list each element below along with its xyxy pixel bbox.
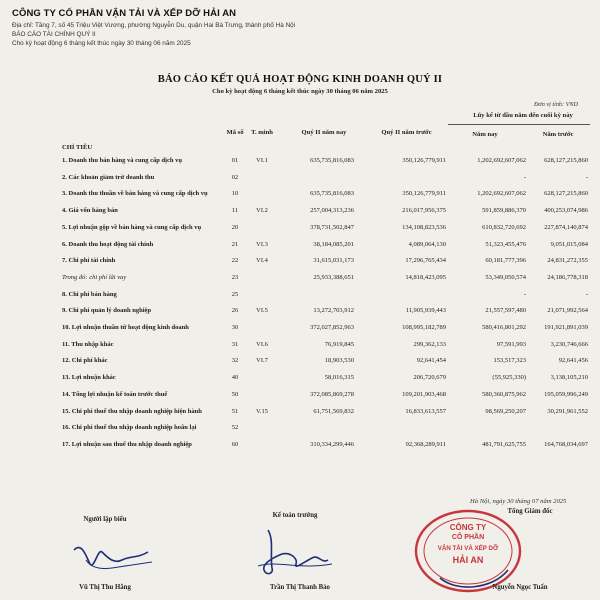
stamp-line-1: CÔNG TY (449, 523, 487, 532)
header-rule (448, 124, 590, 125)
row-q2-prev: 350,126,779,911 (402, 190, 446, 198)
table-row (0, 357, 600, 373)
row-ytd-prev: 92,641,456 (558, 357, 588, 365)
document-type: BÁO CÁO TÀI CHÍNH QUÝ II (12, 31, 96, 38)
stamp-line-3: VẬN TẢI VÀ XẾP DỠ (437, 545, 499, 552)
row-code: 23 (231, 273, 239, 281)
row-label: 5. Lợi nhuận gộp về bán hàng và cung cấp dịch vụ (62, 223, 202, 231)
row-ytd-this: 591,859,886,370 (482, 207, 526, 215)
row-label: 2. Các khoản giảm trừ doanh thu (62, 173, 155, 181)
row-label: 16. Chi phí thuế thu nhập doanh nghiệp hoãn lại (62, 424, 197, 432)
row-q2-this: 378,731,502,847 (310, 223, 354, 231)
preparer-signature (68, 530, 158, 578)
row-ytd-this: 481,791,625,755 (482, 440, 526, 448)
row-ytd-this: 60,181,777,396 (485, 257, 526, 265)
row-q2-this: 31,615,031,173 (313, 257, 354, 265)
row-code: 25 (231, 290, 239, 298)
row-label: 12. Chi phí khác (62, 357, 108, 365)
stamp-line-4: HẢI AN (452, 555, 484, 565)
row-ytd-this: 98,569,250,207 (485, 407, 526, 415)
row-q2-this: 18,903,530 (324, 357, 354, 365)
header-q2-this: Quý II năm nay (301, 129, 347, 136)
row-q2-this: 38,184,085,201 (313, 240, 354, 248)
row-q2-this: 61,751,569,832 (313, 407, 354, 415)
row-ytd-prev: 227,874,140,874 (544, 223, 588, 231)
row-code: 52 (231, 424, 239, 432)
row-note: V.15 (256, 407, 268, 415)
row-ytd-this: - (523, 290, 526, 298)
row-q2-prev: 16,833,613,557 (405, 407, 446, 415)
row-code: 26 (231, 307, 239, 315)
row-note: VI.6 (256, 340, 268, 348)
company-stamp (412, 508, 524, 594)
row-label: 13. Lợi nhuận khác (62, 374, 116, 382)
row-ytd-this: (55,925,330) (492, 374, 526, 382)
header-period: Cho kỳ hoạt động 6 tháng kết thúc ngày 30 tháng 06 năm 2025 (12, 40, 191, 47)
table-row (0, 257, 600, 273)
row-code: 60 (231, 440, 239, 448)
row-ytd-this: 580,416,801,292 (482, 324, 526, 331)
accountant-title: Kế toán trưởng (272, 512, 318, 519)
row-q2-prev: 92,641,454 (416, 357, 446, 365)
row-ytd-prev: - (585, 290, 588, 298)
table-row (0, 307, 600, 323)
header-code: Mã số (226, 129, 244, 136)
row-label: 3. Doanh thu thuần về bán hàng và cung cấp dịch vụ (62, 190, 208, 198)
row-q2-prev: 92,368,289,911 (405, 440, 446, 448)
row-ytd-prev: 24,831,272,355 (547, 257, 588, 265)
table-row (0, 207, 600, 223)
row-ytd-prev: 628,127,215,860 (544, 190, 588, 198)
row-ytd-this: 53,349,050,574 (485, 273, 526, 281)
row-label: 8. Chi phí bán hàng (62, 290, 117, 298)
row-label: 10. Lợi nhuận thuần từ hoạt động kinh doanh (62, 324, 189, 331)
table-row (0, 408, 600, 424)
currency-unit: Đơn vị tính: VND (533, 101, 578, 108)
row-note: VI.1 (256, 157, 268, 164)
header-ytd-this: Năm nay (472, 131, 498, 138)
row-q2-this: 257,004,313,236 (310, 207, 354, 215)
row-note: VI.3 (256, 240, 268, 248)
row-label: 17. Lợi nhuận sau thuế thu nhập doanh nghiệp (62, 440, 192, 448)
row-label: 1. Doanh thu bán hàng và cung cấp dịch vụ (62, 157, 182, 164)
row-ytd-this: - (523, 173, 526, 181)
accountant-name: Trần Thị Thanh Bảo (270, 584, 330, 591)
row-q2-this: 58,016,315 (324, 374, 354, 382)
row-q2-prev: 14,818,423,095 (405, 273, 446, 281)
row-label: 14. Tổng lợi nhuận kế toán trước thuế (62, 390, 168, 398)
report-subtitle: Cho kỳ hoạt động 6 tháng kết thúc ngày 30 tháng 06 năm 2025 (212, 88, 388, 95)
row-ytd-prev: 195,059,996,249 (544, 390, 588, 398)
row-label: 7. Chi phí tài chính (62, 257, 116, 265)
table-row (0, 324, 600, 340)
row-ytd-prev: 400,253,074,986 (544, 207, 588, 215)
row-q2-prev: 17,296,765,434 (405, 257, 446, 265)
row-ytd-prev: 3,230,746,666 (550, 340, 588, 348)
row-label: 11. Thu nhập khác (62, 340, 114, 348)
row-label: 4. Giá vốn hàng bán (62, 207, 118, 215)
row-q2-this: 76,919,845 (324, 340, 354, 348)
row-code: 50 (231, 390, 239, 398)
table-row (0, 441, 600, 457)
row-code: 51 (231, 407, 239, 415)
row-q2-this: 13,272,703,912 (313, 307, 354, 315)
row-code: 30 (231, 324, 239, 331)
row-ytd-this: 21,557,597,480 (485, 307, 526, 315)
row-q2-this: 635,735,816,083 (310, 157, 354, 164)
header-ytd-group: Lũy kế từ đầu năm đến cuối kỳ này (473, 112, 573, 119)
row-code: 22 (231, 257, 239, 265)
row-code: 32 (231, 357, 239, 365)
row-q2-prev: 350,126,779,911 (402, 157, 446, 164)
row-q2-prev: 4,089,064,130 (408, 240, 446, 248)
row-code: 31 (231, 340, 239, 348)
row-q2-this: 310,334,299,446 (310, 440, 354, 448)
row-q2-prev: 108,995,182,789 (402, 324, 446, 331)
table-row (0, 190, 600, 206)
row-q2-this: 25,933,388,651 (313, 273, 354, 281)
row-code: 01 (231, 157, 239, 164)
row-q2-prev: 216,017,956,375 (402, 207, 446, 215)
company-name: CÔNG TY CỔ PHẦN VẬN TẢI VÀ XẾP DỠ HẢI AN (12, 8, 237, 19)
director-name: Nguyễn Ngọc Tuấn (492, 584, 548, 591)
director-title: Tổng Giám đốc (507, 508, 553, 515)
row-label: Trong đó: chi phí lãi vay (62, 273, 127, 281)
table-row (0, 224, 600, 240)
table-row (0, 391, 600, 407)
sign-date: Hà Nội, ngày 30 tháng 07 năm 2025 (470, 498, 567, 505)
row-ytd-prev: 24,186,778,318 (547, 273, 588, 281)
row-note: VI.2 (256, 207, 268, 215)
row-label: 15. Chi phí thuế thu nhập doanh nghiệp hiện hành (62, 407, 202, 415)
table-row (0, 157, 600, 173)
row-ytd-this: 580,360,875,962 (482, 390, 526, 398)
row-ytd-prev: - (585, 173, 588, 181)
row-code: 11 (231, 207, 239, 215)
row-q2-prev: 134,108,823,536 (402, 223, 446, 231)
row-code: 21 (231, 240, 239, 248)
table-row (0, 174, 600, 190)
row-ytd-this: 97,591,993 (496, 340, 526, 348)
row-note: VI.7 (256, 357, 268, 365)
row-code: 10 (231, 190, 239, 198)
row-q2-prev: 109,201,903,468 (402, 390, 446, 398)
row-code: 02 (231, 173, 239, 181)
row-ytd-prev: 164,768,034,697 (544, 440, 588, 448)
row-label: 6. Doanh thu hoạt động tài chính (62, 240, 154, 248)
row-q2-this: 635,735,816,083 (310, 190, 354, 198)
row-ytd-prev: 3,138,105,210 (550, 374, 588, 382)
stamp-line-2: CỔ PHẦN (451, 534, 485, 541)
row-ytd-prev: 628,127,215,860 (544, 157, 588, 164)
row-ytd-prev: 191,921,891,039 (544, 324, 588, 331)
row-q2-this: 372,027,852,963 (310, 324, 354, 331)
header-q2-prev: Quý II năm trước (381, 129, 432, 136)
table-row (0, 274, 600, 290)
company-address: Địa chỉ: Tầng 7, số 45 Triệu Việt Vương, phường Nguyễn Du, quận Hai Bà Trưng, thành phố Hà Nội (12, 22, 296, 29)
table-row (0, 374, 600, 390)
row-note: VI.5 (256, 307, 268, 315)
row-q2-prev: 206,720,679 (413, 374, 446, 382)
row-ytd-prev: 9,051,015,084 (550, 240, 588, 248)
row-ytd-prev: 30,291,961,552 (547, 407, 588, 415)
report-title: BÁO CÁO KẾT QUẢ HOẠT ĐỘNG KINH DOANH QUÝ II (157, 74, 443, 85)
table-row (0, 241, 600, 257)
row-code: 40 (231, 374, 239, 382)
row-note: VI.4 (256, 257, 268, 265)
table-row (0, 341, 600, 357)
table-row (0, 291, 600, 307)
row-ytd-this: 610,832,720,692 (482, 223, 526, 231)
row-q2-prev: 11,905,939,443 (405, 307, 446, 315)
row-q2-prev: 299,362,133 (413, 340, 446, 348)
row-ytd-this: 153,517,323 (493, 357, 526, 365)
row-ytd-prev: 21,071,992,564 (547, 307, 588, 315)
row-ytd-this: 1,202,692,607,062 (477, 157, 526, 164)
accountant-signature (248, 524, 338, 580)
row-ytd-this: 1,202,692,607,062 (477, 190, 526, 198)
row-label: 9. Chi phí quản lý doanh nghiệp (62, 307, 152, 315)
header-item: CHỈ TIÊU (62, 144, 93, 151)
row-ytd-this: 51,323,455,476 (485, 240, 526, 248)
row-code: 20 (231, 223, 239, 231)
preparer-name: Vũ Thị Thu Hằng (79, 584, 131, 591)
header-note: T. minh (251, 129, 273, 136)
row-q2-this: 372,085,869,278 (310, 390, 354, 398)
header-ytd-prev: Năm trước (542, 131, 574, 138)
table-row (0, 424, 600, 440)
preparer-title: Người lập biểu (83, 516, 127, 523)
